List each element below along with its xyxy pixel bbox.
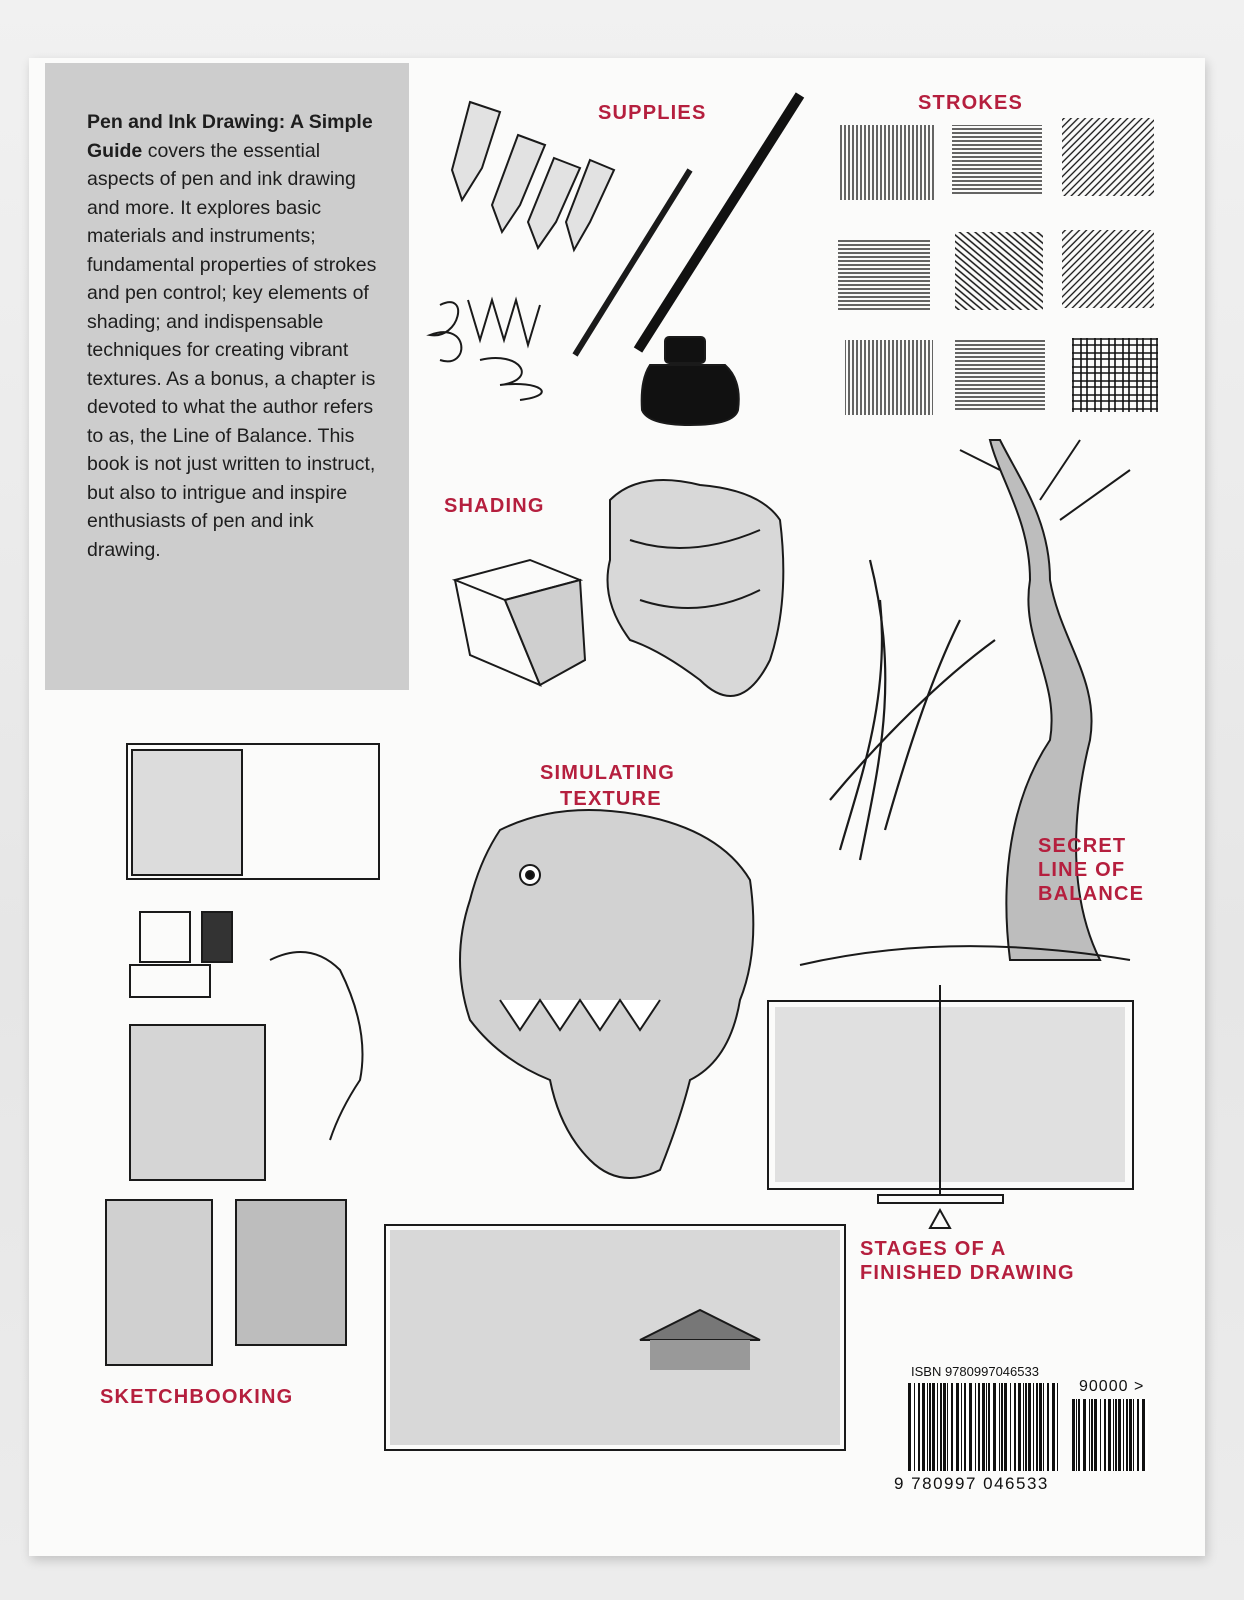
barcode-bar xyxy=(1010,1383,1011,1471)
barcode-bar xyxy=(1137,1399,1139,1471)
isbn-label: ISBN 9780997046533 xyxy=(911,1364,1039,1379)
barcode-bar xyxy=(993,1383,996,1471)
isbn-digits: 9 780997 046533 xyxy=(894,1474,1049,1493)
barcode-bar xyxy=(1133,1399,1134,1471)
barcode-bar xyxy=(1001,1383,1003,1471)
barcode-bar xyxy=(982,1383,985,1471)
barcode-bar xyxy=(1115,1399,1117,1471)
barcode-bar xyxy=(1025,1383,1027,1471)
barcode-bar xyxy=(1072,1399,1075,1471)
label-balance: BALANCE xyxy=(1038,883,1145,905)
barcode-bar xyxy=(922,1383,925,1471)
barcode-bar xyxy=(1043,1383,1044,1471)
barcode-bar xyxy=(961,1383,962,1471)
barcode-bar xyxy=(1104,1399,1106,1471)
barcode-bar xyxy=(1057,1383,1058,1471)
blurb-body: covers the essential aspects of pen and ink drawing and more. It explores basic materials and instruments; fundamental properties of strokes and pen control; key elements of shading; and indispensable techniques for creating vibrant textures. As a bonus, a chapter is devoted to what the author refers to as, the Line of Balance. This book is not just written to instruct, but also to intrigue and inspire enthusiasts of pen and ink drawing. xyxy=(87,139,377,561)
barcode-bar xyxy=(1033,1383,1034,1471)
barcode-bar xyxy=(1047,1383,1049,1471)
blurb-title: Pen and Ink Drawing: A Simple Guide xyxy=(87,111,373,162)
label-stages: STAGES OF A xyxy=(860,1238,1007,1260)
barcode-bar xyxy=(1113,1399,1114,1471)
barcode-bar xyxy=(1129,1399,1132,1471)
label-texture: TEXTURE xyxy=(560,788,662,810)
barcode-bar xyxy=(1108,1399,1111,1471)
barcode-bar xyxy=(943,1383,946,1471)
barcode-bar xyxy=(1100,1399,1101,1471)
barcode-bar xyxy=(937,1383,938,1471)
barcode-bar xyxy=(1052,1383,1055,1471)
barcode-bar xyxy=(1089,1399,1090,1471)
barcode-bar xyxy=(908,1383,911,1471)
barcode-bar xyxy=(927,1383,928,1471)
barcode-bar xyxy=(986,1383,987,1471)
barcode-bar xyxy=(1023,1383,1024,1471)
label-shading: SHADING xyxy=(444,495,545,517)
barcode-bar xyxy=(1083,1399,1086,1471)
label-line-of: LINE OF xyxy=(1038,859,1126,881)
barcode-bar xyxy=(988,1383,990,1471)
barcode-bar xyxy=(1036,1383,1038,1471)
barcode-bar xyxy=(1091,1399,1093,1471)
barcode-bar xyxy=(1028,1383,1031,1471)
barcode-bar xyxy=(999,1383,1000,1471)
barcode-bar xyxy=(1142,1399,1145,1471)
barcode-bar xyxy=(929,1383,931,1471)
barcode-bar xyxy=(914,1383,915,1471)
barcode-bar xyxy=(964,1383,966,1471)
barcode-bar xyxy=(978,1383,980,1471)
label-supplies: SUPPLIES xyxy=(598,102,707,124)
barcode-bar xyxy=(1018,1383,1021,1471)
barcode-bar xyxy=(975,1383,976,1471)
price-code: 90000 > xyxy=(1079,1378,1145,1395)
barcode-bar xyxy=(1126,1399,1128,1471)
barcode-bar xyxy=(947,1383,948,1471)
barcode-bar xyxy=(1039,1383,1042,1471)
label-sketchbooking: SKETCHBOOKING xyxy=(100,1386,294,1408)
label-secret: SECRET xyxy=(1038,835,1127,857)
label-strokes: STROKES xyxy=(918,92,1024,114)
barcode-bar xyxy=(932,1383,935,1471)
barcode-bar xyxy=(1123,1399,1124,1471)
barcode-bar xyxy=(969,1383,972,1471)
barcode-bar xyxy=(918,1383,920,1471)
label-simulating: SIMULATING xyxy=(540,762,675,784)
barcode-bar xyxy=(1118,1399,1121,1471)
barcode-bar xyxy=(1094,1399,1097,1471)
barcode-bar xyxy=(951,1383,953,1471)
barcode-bar xyxy=(1076,1399,1077,1471)
barcode-bar xyxy=(956,1383,959,1471)
barcode-bar xyxy=(1014,1383,1016,1471)
label-finished-drawing: FINISHED DRAWING xyxy=(860,1262,1075,1284)
barcode-bar xyxy=(1004,1383,1007,1471)
barcode-bar xyxy=(940,1383,942,1471)
barcode-bar xyxy=(1078,1399,1080,1471)
